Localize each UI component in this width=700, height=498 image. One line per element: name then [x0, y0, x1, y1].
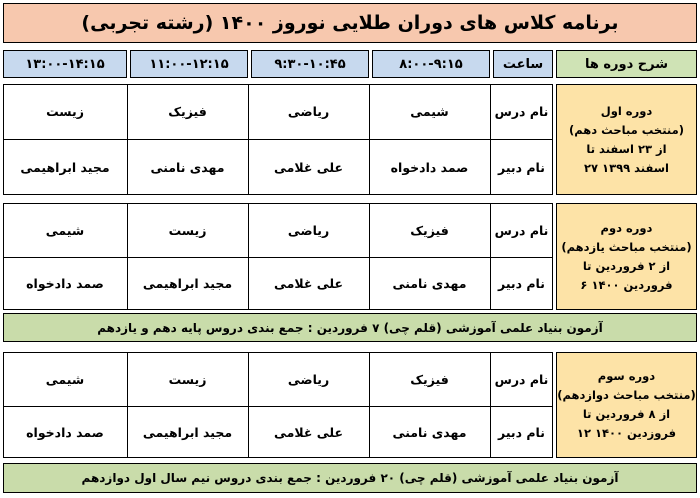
- page-title: برنامه کلاس های دوران طلایی نوروز ۱۴۰۰ (رشته تجربی): [3, 3, 697, 43]
- period-3-subject-1: فیزیک: [410, 371, 449, 387]
- period-3-subject-label: نام درس: [494, 371, 549, 387]
- header-slot-2: ۹:۳۰-۱۰:۴۵: [251, 50, 369, 78]
- period-1-teacher-1: صمد دادخواه: [390, 159, 469, 175]
- period-3-subject-2: ریاضی: [287, 371, 330, 387]
- period-2-teacher-3: مجید ابراهیمی: [142, 276, 233, 291]
- period-1-teacher-2: علی غلامی: [273, 159, 344, 175]
- period-1-subject-1: شیمی: [410, 104, 449, 119]
- period-3-teacher-4: صمد دادخواه: [26, 424, 104, 440]
- period-1-description: [556, 84, 697, 195]
- period-3-teacher-1: مهدی نامنی: [392, 424, 467, 440]
- period-2-end: ۶ فروردین ۱۴۰۰: [580, 277, 673, 292]
- header-slot-4: ۱۳:۰۰-۱۴:۱۵: [3, 50, 127, 78]
- period-2-name: دوره دوم: [600, 220, 653, 235]
- period-3-teacher-3: مجید ابراهیمی: [142, 424, 233, 440]
- period-3-topic: (منتخب مباحث دوازدهم): [557, 388, 696, 402]
- header-slot-1: ۸:۰۰-۹:۱۵: [372, 50, 490, 78]
- period-2-start: از ۲ فروردین تا: [582, 258, 671, 273]
- period-3-end: ۱۲ فروزدین ۱۴۰۰: [576, 426, 677, 440]
- period-1-subject-2: ریاضی: [287, 104, 330, 119]
- period-3-subject-4: شیمی: [45, 371, 85, 387]
- header-description: شرح دوره ها: [556, 50, 697, 78]
- period-2-subject-3: زیست: [168, 222, 207, 238]
- period-2-teacher-4: صمد دادخواه: [26, 276, 104, 291]
- period-1-topic: (منتخب مباحث دهم): [569, 122, 684, 137]
- period-3-description: [556, 352, 697, 458]
- header-slot-3: ۱۱:۰۰-۱۲:۱۵: [130, 50, 248, 78]
- period-3-teacher-2: علی غلامی: [273, 424, 344, 440]
- period-1-start: از ۲۳ اسفند تا: [586, 141, 667, 156]
- period-2-subject-2: ریاضی: [287, 222, 330, 238]
- period-1-teacher-3: مهدی نامنی: [150, 159, 225, 175]
- period-1-end: ۲۷ اسفند ۱۳۹۹: [584, 160, 669, 175]
- period-1-subject-4: زیست: [46, 104, 84, 119]
- period-2-subject-1: فیزیک: [410, 222, 449, 238]
- period-2-teacher-label: نام دبیر: [498, 276, 545, 291]
- exam-banner-2: آزمون بنیاد علمی آموزشی (قلم چی) ۲۰ فروردین : جمع بندی دروس نیم سال اول دوازدهم: [3, 463, 697, 493]
- period-3-start: از ۸ فروردین تا: [582, 407, 671, 421]
- period-1-subject-label: نام درس: [494, 104, 549, 119]
- period-2-topic: (منتخب مباحث یازدهم): [561, 239, 692, 254]
- period-2-description: [556, 203, 697, 310]
- period-2-teacher-1: مهدی نامنی: [392, 276, 467, 291]
- period-3-teacher-label: نام دبیر: [498, 424, 545, 440]
- period-2-subject-4: شیمی: [45, 222, 85, 238]
- period-1-teacher-label: نام دبیر: [498, 159, 545, 175]
- period-1-name: دوره اول: [600, 103, 653, 118]
- period-1-teacher-4: مجید ابراهیمی: [20, 159, 110, 175]
- period-3-name: دوره سوم: [597, 369, 656, 383]
- period-3-subject-3: زیست: [168, 371, 207, 387]
- period-1-subject-3: فیزیک: [168, 104, 207, 119]
- header-hour: ساعت: [493, 50, 553, 78]
- exam-banner-1: آزمون بنیاد علمی آموزشی (قلم چی) ۷ فروردین : جمع بندی دروس پایه دهم و یازدهم: [3, 313, 697, 342]
- period-2-teacher-2: علی غلامی: [273, 276, 344, 291]
- period-2-subject-label: نام درس: [494, 222, 549, 238]
